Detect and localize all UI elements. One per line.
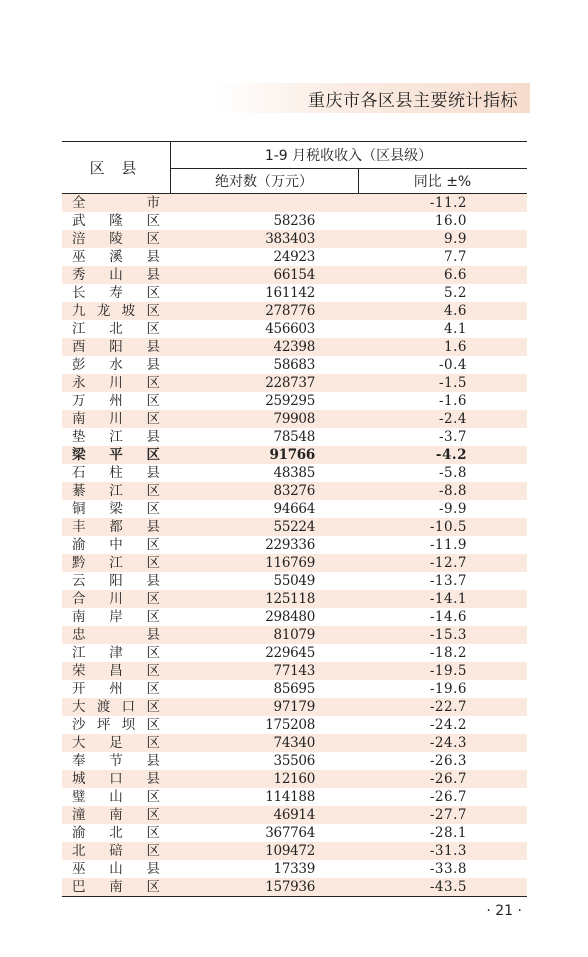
region-name [72,590,160,608]
table-row [62,608,527,626]
region-name [72,626,160,644]
yoy-change: -9.9 [438,501,467,517]
yoy-change: -14.1 [429,591,467,607]
region-name-char: 区 [146,393,160,409]
table-header [62,141,527,194]
region-name [72,842,160,860]
absolute-value: 58236 [273,213,315,229]
region-name-char: 渝 [72,537,86,553]
yoy-change: -3.7 [438,429,467,445]
table-row [62,770,527,788]
region-name-char: 区 [146,591,160,607]
yoy-change: -33.8 [429,861,467,877]
region-name-char: 州 [109,393,123,409]
table-row [62,338,527,356]
table-row [62,518,527,536]
region-name-char: 县 [146,429,160,445]
region-name-char: 黔 [72,555,86,571]
region-name-char: 碚 [109,843,123,859]
region-name-char: 县 [146,249,160,265]
region-name-char: 区 [146,285,160,301]
region-name [72,698,160,716]
region-name-char: 奉 [72,753,86,769]
region-name-char: 隆 [109,213,123,229]
absolute-value: 55224 [273,519,315,535]
table-row [62,680,527,698]
region-name-char: 水 [109,357,123,373]
table-row [62,482,527,500]
absolute-value: 46914 [273,807,315,823]
region-name-char: 巫 [72,249,86,265]
region-name-char: 北 [109,321,123,337]
statistics-table [62,141,527,897]
table-row [62,266,527,284]
page-title: 重庆市各区县主要统计指标 [308,91,518,111]
region-name [72,446,160,464]
absolute-value: 42398 [273,339,315,355]
region-name-char: 璧 [72,789,86,805]
region-name-char: 县 [146,465,160,481]
table-row [62,464,527,482]
region-name-char: 区 [146,375,160,391]
table-row [62,824,527,842]
table-row [62,572,527,590]
region-name [72,428,160,446]
yoy-change: -2.4 [438,411,467,427]
table-row [62,284,527,302]
table-row [62,248,527,266]
region-name-char: 合 [72,591,86,607]
region-name-char: 区 [146,699,160,715]
region-name [72,662,160,680]
yoy-change: -0.4 [438,357,467,373]
absolute-value: 125118 [265,591,315,607]
absolute-value: 12160 [273,771,315,787]
yoy-change: -22.7 [429,699,467,715]
absolute-value: 66154 [273,267,315,283]
region-name [72,482,160,500]
region-name-char: 区 [146,735,160,751]
absolute-value: 58683 [273,357,315,373]
region-name-char: 开 [72,681,86,697]
region-name-char: 忠 [72,627,86,643]
region-name-char: 川 [109,591,123,607]
region-name-char: 区 [146,807,160,823]
yoy-change: 4.1 [444,321,467,337]
absolute-value: 175208 [265,717,315,733]
region-name-char: 江 [72,321,86,337]
table-body [62,194,527,896]
region-name-char: 龙 [96,303,111,319]
region-name-char: 区 [146,609,160,625]
region-name [72,770,160,788]
col-header-absolute: 绝对数（万元） [215,173,313,190]
absolute-value: 229645 [265,645,315,661]
region-name-char: 中 [109,537,123,553]
region-name-char: 大 [72,735,86,751]
absolute-value: 383403 [265,231,315,247]
yoy-change: -43.5 [429,879,467,895]
region-name-char: 区 [146,411,160,427]
yoy-change: -26.3 [429,753,467,769]
yoy-change: -18.2 [429,645,467,661]
region-name-char: 口 [109,771,123,787]
absolute-value: 81079 [273,627,315,643]
absolute-value: 157936 [265,879,315,895]
absolute-value: 456603 [265,321,315,337]
region-name [72,752,160,770]
absolute-value: 97179 [273,699,315,715]
region-name-char: 万 [72,393,86,409]
region-name-char: 县 [146,861,160,877]
region-name [72,284,160,302]
yoy-change: 16.0 [434,213,467,229]
table-row [62,590,527,608]
absolute-value: 229336 [265,537,315,553]
region-name-char: 州 [109,681,123,697]
region-name [72,338,160,356]
yoy-change: -8.8 [438,483,467,499]
yoy-change: -13.7 [429,573,467,589]
region-name-char: 梁 [72,447,86,463]
region-name-char: 区 [146,879,160,895]
region-name [72,248,160,266]
table-row [62,230,527,248]
col-header-yoy: 同比 ±% [413,173,472,190]
region-name [72,536,160,554]
yoy-change: -24.3 [429,735,467,751]
region-name-char: 区 [146,321,160,337]
table-row [62,500,527,518]
region-name-char: 大 [72,699,86,715]
absolute-value: 77143 [273,663,315,679]
table-row [62,212,527,230]
region-name-char: 节 [109,753,123,769]
region-name [72,464,160,482]
table-row [62,320,527,338]
absolute-value: 55049 [273,573,315,589]
table-row [62,392,527,410]
table-row [62,662,527,680]
region-name-char: 坪 [96,717,111,733]
region-name-char: 昌 [109,663,123,679]
yoy-change: -14.6 [429,609,467,625]
region-name-char: 江 [109,429,123,445]
region-name [72,878,160,896]
title-banner [215,83,530,113]
region-name-char: 涪 [72,231,86,247]
region-name-char: 江 [72,645,86,661]
yoy-change: 4.6 [444,303,467,319]
yoy-change: -1.5 [438,375,467,391]
region-name-char: 区 [146,537,160,553]
region-name-char: 秀 [72,267,86,283]
region-name [72,392,160,410]
absolute-value: 91766 [269,447,315,463]
region-name-char: 区 [146,843,160,859]
region-name-char: 北 [109,825,123,841]
yoy-change: -5.8 [438,465,467,481]
region-name [72,500,160,518]
table-row [62,410,527,428]
region-name-char: 长 [72,285,86,301]
yoy-change: -27.7 [429,807,467,823]
region-name [72,860,160,878]
region-name-char: 潼 [72,807,86,823]
absolute-value: 24923 [273,249,315,265]
table-row [62,356,527,374]
region-name-char: 口 [121,699,136,715]
absolute-value: 94664 [273,501,315,517]
region-name [72,608,160,626]
region-name-char: 垫 [72,429,86,445]
region-name [72,806,160,824]
region-name-char: 川 [109,375,123,391]
region-name-char: 南 [109,879,123,895]
region-name-char: 区 [146,789,160,805]
table-row [62,644,527,662]
region-name [72,824,160,842]
absolute-value: 116769 [265,555,315,571]
region-name-char: 南 [109,807,123,823]
region-name-char: 市 [146,195,160,211]
region-name [72,374,160,392]
region-name-char: 县 [146,771,160,787]
table-row [62,554,527,572]
absolute-value: 109472 [265,843,315,859]
page-number: · 21 · [486,903,522,919]
table-row [62,842,527,860]
region-name-char: 柱 [109,465,123,481]
region-name-char: 梁 [109,501,123,517]
region-name-char: 九 [72,303,86,319]
region-name-char: 山 [109,789,123,805]
region-name-char: 坡 [121,303,136,319]
region-name-char: 平 [109,447,123,463]
absolute-value: 74340 [273,735,315,751]
region-name [72,302,160,320]
table-row [62,428,527,446]
absolute-value: 228737 [265,375,315,391]
absolute-value: 114188 [265,789,315,805]
region-name-char: 县 [146,753,160,769]
region-name [72,734,160,752]
table-row [62,374,527,392]
region-name [72,356,160,374]
absolute-value: 83276 [273,483,315,499]
region-name [72,788,160,806]
yoy-change: -19.6 [429,681,467,697]
region-name-char: 渝 [72,825,86,841]
region-name-char: 寿 [109,285,123,301]
region-name-char: 南 [72,411,86,427]
region-name-char: 区 [146,213,160,229]
absolute-value: 298480 [265,609,315,625]
region-name-char: 县 [146,357,160,373]
yoy-change: 6.6 [444,267,467,283]
region-name-char: 彭 [72,357,86,373]
region-name-char: 酉 [72,339,86,355]
table-row [62,788,527,806]
absolute-value: 367764 [265,825,315,841]
yoy-change: 9.9 [444,231,467,247]
region-name [72,644,160,662]
table-bottom-rule [62,896,527,897]
region-name-char: 南 [72,609,86,625]
region-name-char: 川 [109,411,123,427]
yoy-change: 7.7 [444,249,467,265]
region-name-char: 云 [72,573,86,589]
region-name-char: 永 [72,375,86,391]
absolute-value: 79908 [273,411,315,427]
region-name-char: 区 [146,717,160,733]
region-name-char: 区 [146,501,160,517]
region-name-char: 岸 [109,609,123,625]
region-name-char: 县 [146,339,160,355]
yoy-change: -12.7 [429,555,467,571]
yoy-change: -19.5 [429,663,467,679]
table-row [62,878,527,896]
region-name-char: 巴 [72,879,86,895]
yoy-change: -24.2 [429,717,467,733]
region-name-char: 区 [146,555,160,571]
region-name-char: 荣 [72,663,86,679]
region-name [72,680,160,698]
region-name-char: 津 [109,645,123,661]
region-name-char: 县 [146,573,160,589]
region-name [72,554,160,572]
region-name-char: 阳 [109,573,123,589]
col-header-region: 区 县 [89,159,143,177]
yoy-change: -11.2 [429,195,467,211]
absolute-value: 48385 [273,465,315,481]
table-row [62,446,527,464]
region-name-char: 足 [109,735,123,751]
region-name-char: 渡 [96,699,111,715]
yoy-change: -4.2 [435,447,467,463]
region-name-char: 区 [146,447,160,463]
absolute-value: 78548 [273,429,315,445]
yoy-change: -15.3 [429,627,467,643]
table-row [62,626,527,644]
region-name-char: 区 [146,825,160,841]
region-name-char: 山 [109,267,123,283]
table-row [62,806,527,824]
region-name-char: 江 [109,555,123,571]
region-name-char: 县 [146,267,160,283]
yoy-change: -31.3 [429,843,467,859]
table-row [62,860,527,878]
table-row [62,734,527,752]
region-name-char: 县 [146,627,160,643]
col-header-group: 1-9 月税收收入（区县级） [264,148,433,164]
region-name-char: 綦 [72,483,86,499]
region-name-char: 丰 [72,519,86,535]
region-name-char: 县 [146,519,160,535]
yoy-change: -11.9 [429,537,467,553]
region-name-char: 城 [72,771,86,787]
table-row [62,698,527,716]
region-name [72,716,160,734]
yoy-change: 5.2 [444,285,467,301]
absolute-value: 161142 [265,285,315,301]
region-name [72,212,160,230]
region-name [72,410,160,428]
region-name-char: 区 [146,303,160,319]
region-name [72,194,160,212]
absolute-value: 259295 [265,393,315,409]
region-name [72,230,160,248]
yoy-change: 1.6 [444,339,467,355]
table-row [62,194,527,212]
yoy-change: -1.6 [438,393,467,409]
region-name-char: 陵 [109,231,123,247]
yoy-change: -26.7 [429,771,467,787]
region-name-char: 江 [109,483,123,499]
region-name-char: 沙 [72,717,86,733]
yoy-change: -26.7 [429,789,467,805]
region-name-char: 坝 [121,717,136,733]
absolute-value: 35506 [273,753,315,769]
absolute-value: 17339 [273,861,315,877]
absolute-value: 278776 [265,303,315,319]
table-row [62,752,527,770]
region-name-char: 石 [72,465,86,481]
region-name-char: 区 [146,663,160,679]
region-name-char: 山 [109,861,123,877]
region-name [72,518,160,536]
region-name [72,320,160,338]
table-row [62,536,527,554]
table-row [62,716,527,734]
yoy-change: -28.1 [429,825,467,841]
region-name [72,266,160,284]
region-name-char: 北 [72,843,86,859]
region-name-char: 溪 [109,249,123,265]
yoy-change: -10.5 [429,519,467,535]
region-name [72,572,160,590]
region-name-char: 全 [72,195,86,211]
region-name-char: 区 [146,681,160,697]
region-name-char: 巫 [72,861,86,877]
region-name-char: 区 [146,645,160,661]
region-name-char: 区 [146,231,160,247]
region-name-char: 武 [72,213,86,229]
region-name-char: 都 [109,519,123,535]
region-name-char: 区 [146,483,160,499]
region-name-char: 阳 [109,339,123,355]
absolute-value: 85695 [273,681,315,697]
region-name-char: 铜 [72,501,86,517]
table-row [62,302,527,320]
